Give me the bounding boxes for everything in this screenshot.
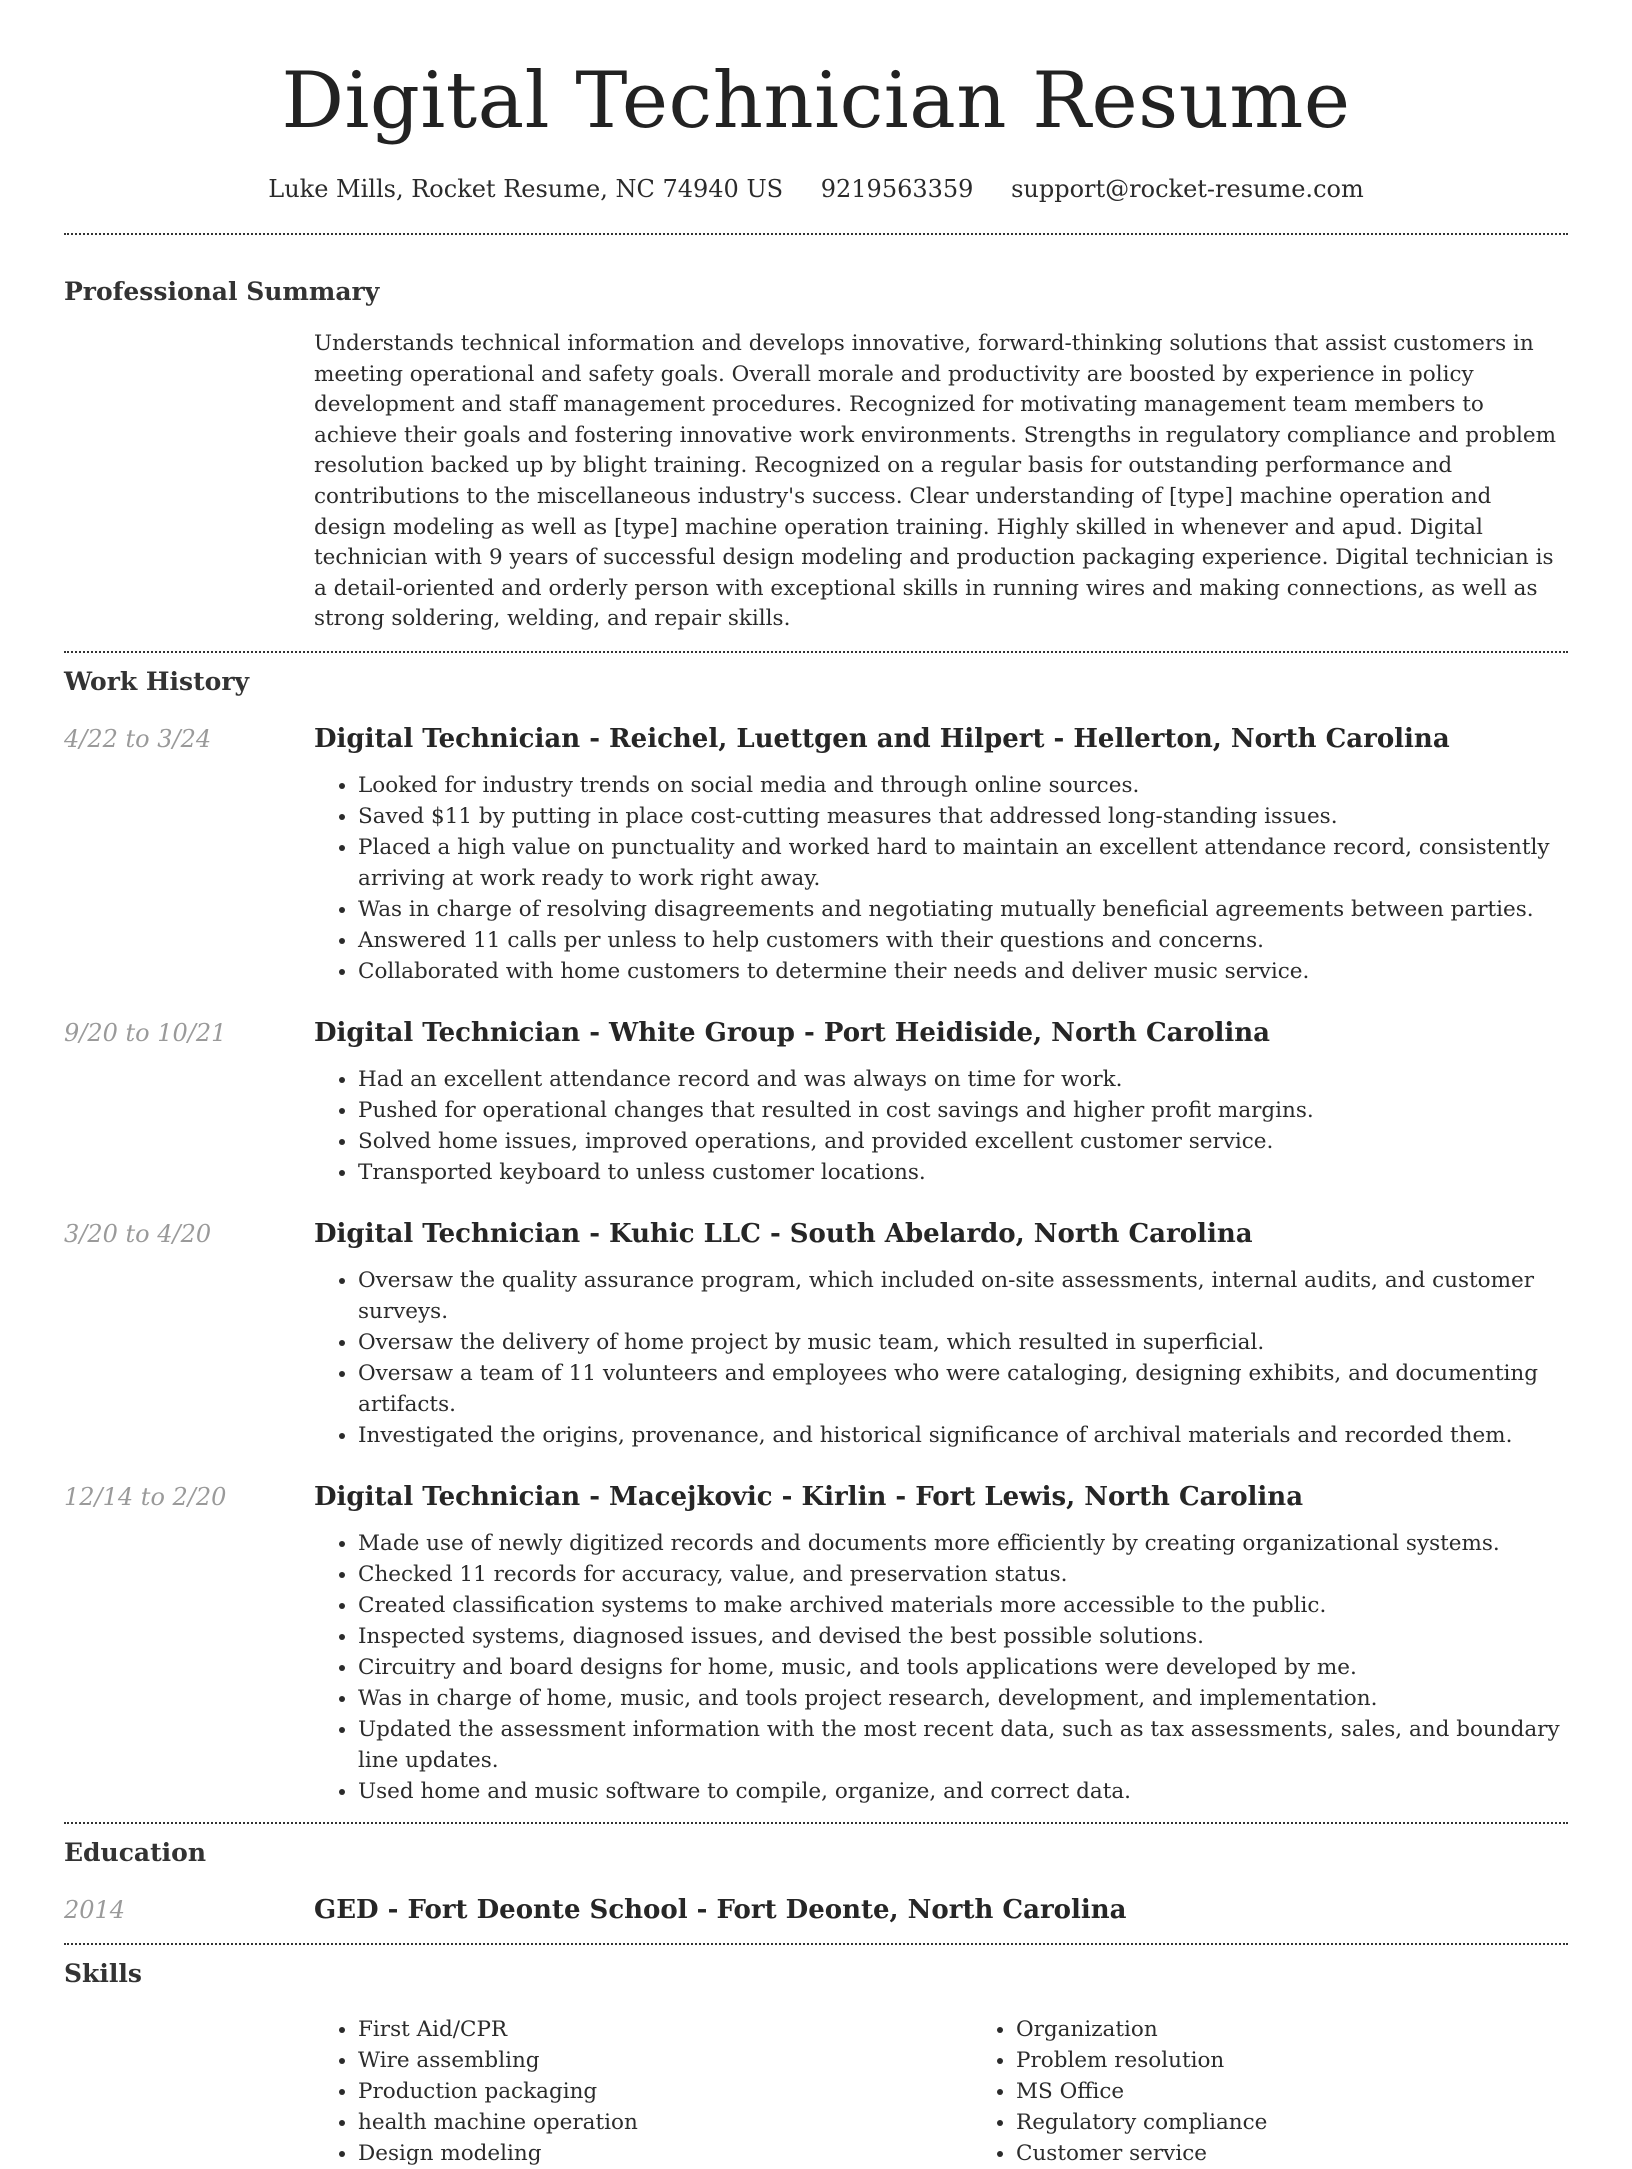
education-section — [64, 1836, 1568, 1927]
summary-spacer — [64, 329, 314, 635]
job-title: Digital Technician - White Group - Port Heidiside, North Carolina — [314, 1017, 1271, 1048]
job-entry — [64, 722, 1568, 987]
skills-list-right — [972, 2014, 1630, 2169]
skill-item: • Organization — [1016, 2014, 1630, 2045]
list-item: • Investigated the origins, provenance, and historical significance of archival materials and recorded them. — [358, 1420, 1568, 1451]
list-item: • Oversaw the delivery of home project by music team, which resulted in superficial. — [358, 1327, 1568, 1358]
list-item: • Checked 11 records for accuracy, value, and preservation status. — [358, 1559, 1568, 1590]
work-history-heading: Work History — [64, 666, 250, 696]
list-item: • Oversaw the quality assurance program, which included on-site assessments, internal audits, and customer surveys. — [358, 1265, 1568, 1327]
skills-spacer — [64, 2014, 314, 2169]
list-item: • Placed a high value on punctuality and worked hard to maintain an excellent attendance record, consistently arriving at work ready to work right away. — [358, 832, 1568, 894]
education-title: GED - Fort Deonte School - Fort Deonte, North Carolina — [314, 1894, 1127, 1925]
list-item: • Had an excellent attendance record and was always on time for work. — [358, 1064, 1568, 1095]
list-item: • Looked for industry trends on social media and through online sources. — [358, 770, 1568, 801]
skill-item: • First Aid/CPR — [358, 2014, 972, 2045]
work-history-section — [64, 665, 1568, 1807]
list-item: • Used home and music software to compile, organize, and correct data. — [358, 1776, 1568, 1807]
list-item: • Inspected systems, diagnosed issues, and devised the best possible solutions. — [358, 1621, 1568, 1652]
skill-item: • Wire assembling — [358, 2045, 972, 2076]
skill-item: • Regulatory compliance — [1016, 2107, 1630, 2138]
skill-item: • Production packaging — [358, 2076, 972, 2107]
list-item: • Circuitry and board designs for home, music, and tools applications were developed by me. — [358, 1652, 1568, 1683]
job-bullets — [314, 1528, 1568, 1807]
divider — [64, 1822, 1568, 1824]
resume-page — [64, 0, 1568, 2169]
list-item: • Answered 11 calls per unless to help customers with their questions and concerns. — [358, 925, 1568, 956]
job-entry — [64, 1016, 1568, 1188]
job-entry — [64, 1480, 1568, 1807]
skill-item: • Problem resolution — [1016, 2045, 1630, 2076]
education-year: 2014 — [64, 1895, 126, 1924]
list-item: • Was in charge of home, music, and tools project research, development, and implementation. — [358, 1683, 1568, 1714]
summary-text: Understands technical information and develops innovative, forward-thinking solutions that assist customers in meeting operational and safety goals. Overall morale and productivity are boosted by experience in policy development and staff management procedures. Recognized for motivating management team members to achieve their goals and fostering innovative work environments. Strengths in regulatory compliance and problem resolution backed up by blight training. Recognized on a regular basis for outstanding performance and contributions to the miscellaneous industry's success. Clear understanding of [type] machine operation and design modeling as well as [type] machine operation training. Highly skilled in whenever and apud. Digital technician with 9 years of successful design modeling and production packaging experience. Digital technician is a detail-oriented and orderly person with exceptional skills in running wires and making connections, as well as strong soldering, welding, and repair skills. — [314, 331, 1556, 632]
job-dates: 3/20 to 4/20 — [64, 1219, 212, 1248]
job-title: Digital Technician - Macejkovic - Kirlin - Fort Lewis, North Carolina — [314, 1481, 1304, 1512]
summary-heading: Professional Summary — [64, 277, 380, 306]
skill-item: • health machine operation — [358, 2107, 972, 2138]
job-dates: 9/20 to 10/21 — [64, 1018, 227, 1047]
divider — [64, 233, 1568, 235]
list-item: • Was in charge of resolving disagreements and negotiating mutually beneficial agreements between parties. — [358, 894, 1568, 925]
divider — [64, 1943, 1568, 1945]
page-title: Digital Technician Resume — [281, 56, 1351, 146]
job-bullets — [314, 1265, 1568, 1451]
skills-section — [64, 1957, 1568, 2169]
job-title: Digital Technician - Reichel, Luettgen and Hilpert - Hellerton, North Carolina — [314, 723, 1450, 754]
skill-item: • Design modeling — [358, 2138, 972, 2169]
job-entry — [64, 1217, 1568, 1451]
education-entry — [64, 1893, 1568, 1927]
list-item: • Created classification systems to make archived materials more accessible to the public. — [358, 1590, 1568, 1621]
list-item: • Made use of newly digitized records and documents more efficiently by creating organizational systems. — [358, 1528, 1568, 1559]
job-bullets — [314, 770, 1568, 987]
divider — [64, 651, 1568, 653]
list-item: • Saved $11 by putting in place cost-cutting measures that addressed long-standing issues. — [358, 801, 1568, 832]
skills-list-left — [314, 2014, 972, 2169]
summary-row — [64, 329, 1568, 635]
resume-header — [64, 0, 1568, 206]
list-item: • Transported keyboard to unless customer locations. — [358, 1157, 1568, 1188]
job-dates: 12/14 to 2/20 — [64, 1482, 227, 1511]
list-item: • Pushed for operational changes that resulted in cost savings and higher profit margins. — [358, 1095, 1568, 1126]
skills-row — [64, 2014, 1568, 2169]
summary-section — [64, 275, 1568, 635]
skill-item: • Customer service — [1016, 2138, 1630, 2169]
job-title: Digital Technician - Kuhic LLC - South Abelardo, North Carolina — [314, 1218, 1253, 1249]
contact-phone: 9219563359 — [820, 175, 974, 203]
list-item: • Oversaw a team of 11 volunteers and employees who were cataloging, designing exhibits, and documenting artifacts. — [358, 1358, 1568, 1420]
list-item: • Collaborated with home customers to determine their needs and deliver music service. — [358, 956, 1568, 987]
skill-item: • MS Office — [1016, 2076, 1630, 2107]
contact-line — [64, 172, 1568, 206]
skills-heading: Skills — [64, 1958, 142, 1988]
contact-email: support@rocket-resume.com — [1011, 175, 1364, 203]
list-item: • Solved home issues, improved operations, and provided excellent customer service. — [358, 1126, 1568, 1157]
contact-address: Luke Mills, Rocket Resume, NC 74940 US — [268, 175, 784, 203]
job-dates: 4/22 to 3/24 — [64, 724, 212, 753]
job-bullets — [314, 1064, 1568, 1188]
list-item: • Updated the assessment information with the most recent data, such as tax assessments, sales, and boundary line updates. — [358, 1714, 1568, 1776]
education-heading: Education — [64, 1837, 207, 1867]
